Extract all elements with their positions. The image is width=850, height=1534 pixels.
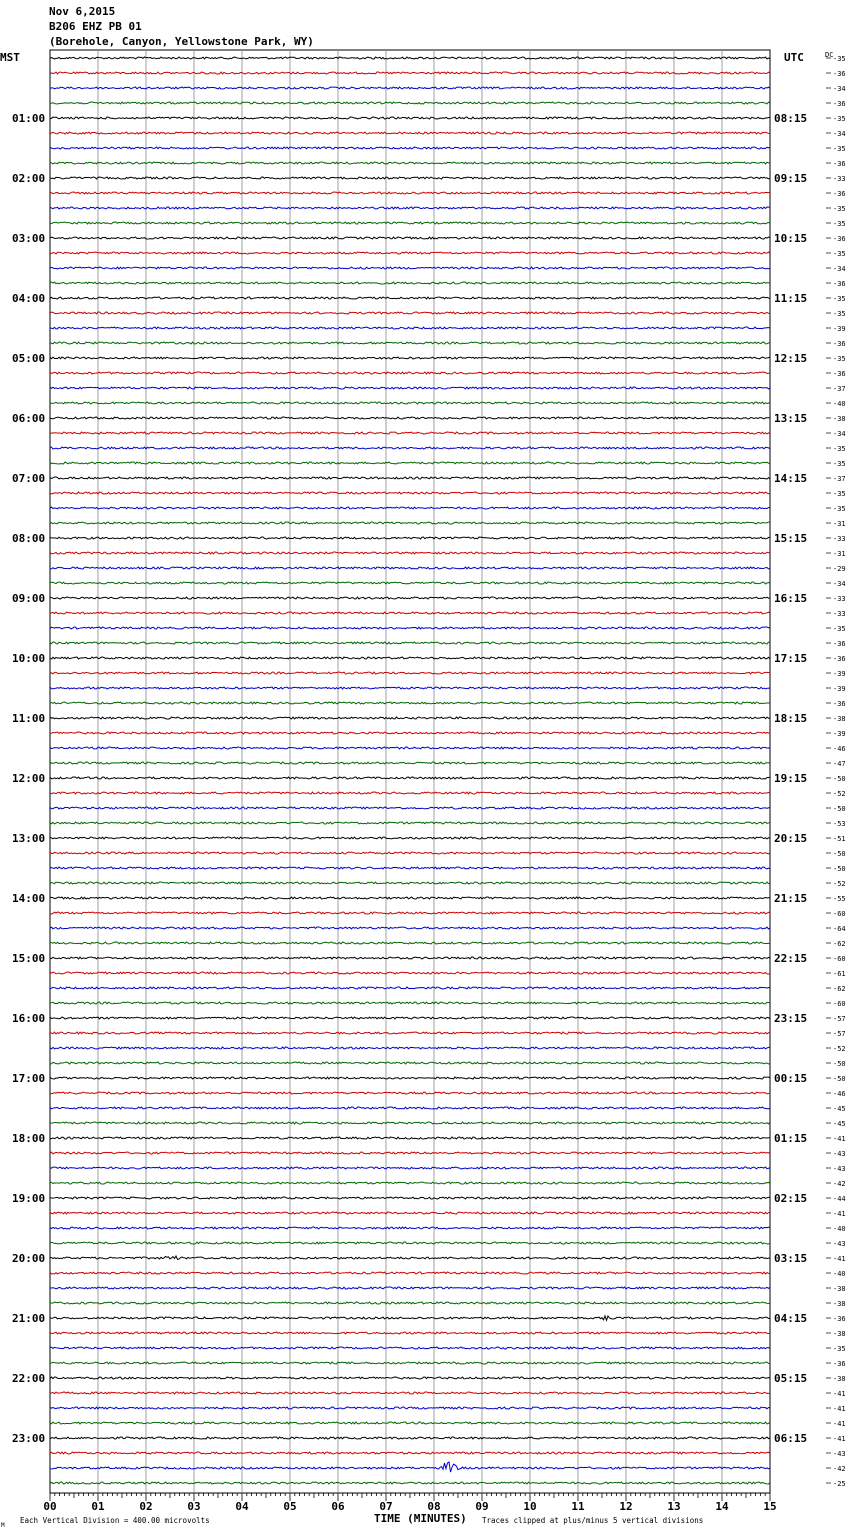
left-hour-label: 17:00 <box>12 1072 46 1085</box>
x-tick-label: 03 <box>187 1500 201 1513</box>
dc-offset-label: -42 <box>833 1180 846 1188</box>
x-tick-label: 05 <box>283 1500 297 1513</box>
right-hour-label: 04:15 <box>774 1312 808 1325</box>
seismic-trace <box>50 282 770 284</box>
seismic-trace <box>50 207 770 209</box>
dc-offset-label: -57 <box>833 1015 846 1023</box>
seismic-trace <box>50 927 770 929</box>
right-timezone-label: UTC <box>784 51 804 64</box>
dc-offset-label: -50 <box>833 775 846 783</box>
x-tick-label: 11 <box>571 1500 585 1513</box>
seismic-trace <box>50 432 770 434</box>
right-hour-label: 16:15 <box>774 592 808 605</box>
seismic-trace <box>50 1482 770 1484</box>
seismic-trace <box>50 1107 770 1109</box>
seismic-trace <box>50 597 770 599</box>
dc-offset-label: -36 <box>833 190 846 198</box>
seismic-trace <box>50 327 770 329</box>
dc-offset-label: -43 <box>833 1240 846 1248</box>
left-hour-label: 22:00 <box>12 1372 46 1385</box>
right-hour-label: 08:15 <box>774 112 808 125</box>
seismic-trace <box>50 1167 770 1169</box>
dc-offset-label: -35 <box>833 490 846 498</box>
right-hour-label: 19:15 <box>774 772 808 785</box>
dc-offset-label: -50 <box>833 1060 846 1068</box>
seismic-trace <box>50 1017 770 1019</box>
dc-offset-label: -36 <box>833 1360 846 1368</box>
dc-offset-label: -36 <box>833 1315 846 1323</box>
dc-offset-label: -35 <box>833 250 846 258</box>
dc-offset-label: -36 <box>833 280 846 288</box>
right-hour-label: 02:15 <box>774 1192 808 1205</box>
x-tick-label: 02 <box>139 1500 153 1513</box>
dc-offset-label: -35 <box>833 145 846 153</box>
dc-offset-label: -41 <box>833 1405 846 1413</box>
seismic-trace <box>50 1256 770 1259</box>
seismic-trace <box>50 297 770 299</box>
dc-offset-label: -38 <box>833 715 846 723</box>
dc-offset-label: -35 <box>833 220 846 228</box>
x-tick-label: 10 <box>523 1500 537 1513</box>
seismic-trace <box>50 222 770 224</box>
seismic-trace <box>50 1242 770 1244</box>
dc-offset-label: -38 <box>833 1375 846 1383</box>
x-tick-label: 06 <box>331 1500 345 1513</box>
dc-offset-label: -34 <box>833 430 846 438</box>
right-hour-label: 13:15 <box>774 412 808 425</box>
seismic-trace <box>50 1137 770 1139</box>
seismic-trace <box>50 357 770 359</box>
right-hour-label: 00:15 <box>774 1072 808 1085</box>
seismic-trace <box>50 867 770 869</box>
dc-offset-label: -35 <box>833 310 846 318</box>
dc-offset-label: -52 <box>833 790 846 798</box>
dc-offset-label: -35 <box>833 505 846 513</box>
dc-offset-label: -33 <box>833 175 846 183</box>
seismic-trace <box>50 447 770 449</box>
seismic-trace <box>50 1152 770 1154</box>
seismic-trace <box>50 582 770 584</box>
dc-offset-label: -38 <box>833 1285 846 1293</box>
dc-offset-label: -34 <box>833 85 846 93</box>
dc-offset-label: -35 <box>833 625 846 633</box>
x-tick-label: 08 <box>427 1500 441 1513</box>
right-hour-label: 20:15 <box>774 832 808 845</box>
dc-offset-label: -29 <box>833 565 846 573</box>
chart-date: Nov 6,2015 <box>49 5 116 18</box>
dc-offset-label: -33 <box>833 610 846 618</box>
dc-offset-label: -36 <box>833 370 846 378</box>
right-hour-label: 15:15 <box>774 532 808 545</box>
dc-offset-label: -46 <box>833 1090 846 1098</box>
seismic-trace <box>50 702 770 704</box>
dc-offset-label: -40 <box>833 1225 846 1233</box>
seismic-trace <box>50 657 770 659</box>
seismic-trace <box>50 237 770 239</box>
dc-offset-label: -50 <box>833 1075 846 1083</box>
seismic-trace <box>50 912 770 914</box>
dc-offset-label: -36 <box>833 235 846 243</box>
seismic-trace <box>50 672 770 674</box>
right-hour-label: 10:15 <box>774 232 808 245</box>
dc-offset-label: -64 <box>833 925 846 933</box>
dc-offset-label: -38 <box>833 415 846 423</box>
seismic-trace <box>50 957 770 959</box>
seismic-trace <box>50 987 770 989</box>
dc-offset-label: -38 <box>833 1330 846 1338</box>
dc-offset-label: -38 <box>833 1300 846 1308</box>
dc-offset-label: -36 <box>833 160 846 168</box>
seismic-trace <box>50 942 770 944</box>
dc-offset-label: -36 <box>833 100 846 108</box>
dc-offset-label: -57 <box>833 1030 846 1038</box>
right-hour-label: 17:15 <box>774 652 808 665</box>
seismic-trace <box>50 1182 770 1184</box>
seismic-trace <box>50 1032 770 1034</box>
seismic-trace <box>50 1092 770 1094</box>
right-hour-label: 09:15 <box>774 172 808 185</box>
station-code: B206 EHZ PB 01 <box>49 20 142 33</box>
left-hour-label: 09:00 <box>12 592 46 605</box>
dc-offset-label: -55 <box>833 895 846 903</box>
seismic-trace <box>50 132 770 134</box>
seismic-trace <box>50 882 770 884</box>
dc-offset-label: -34 <box>833 130 846 138</box>
dc-offset-label: -51 <box>833 835 846 843</box>
dc-offset-label: -50 <box>833 850 846 858</box>
x-tick-label: 01 <box>91 1500 105 1513</box>
right-hour-label: 18:15 <box>774 712 808 725</box>
dc-offset-label: -62 <box>833 940 846 948</box>
dc-offset-label: -41 <box>833 1390 846 1398</box>
dc-offset-label: -25 <box>833 1480 846 1488</box>
dc-offset-label: -35 <box>833 55 846 63</box>
dc-offset-label: -34 <box>833 265 846 273</box>
seismic-trace <box>50 1452 770 1454</box>
seismic-trace <box>50 507 770 509</box>
seismic-trace <box>50 1422 770 1424</box>
left-hour-label: 16:00 <box>12 1012 46 1025</box>
left-hour-label: 08:00 <box>12 532 46 545</box>
seismic-trace <box>50 1272 770 1274</box>
seismic-trace <box>50 792 770 794</box>
x-tick-label: 07 <box>379 1500 393 1513</box>
seismic-trace <box>50 462 770 464</box>
dc-offset-label: -60 <box>833 955 846 963</box>
seismic-trace <box>50 1197 770 1199</box>
dc-offset-label: -43 <box>833 1165 846 1173</box>
dc-offset-label: -42 <box>833 1465 846 1473</box>
dc-offset-label: -36 <box>833 70 846 78</box>
dc-offset-label: -47 <box>833 760 846 768</box>
seismic-trace <box>50 972 770 974</box>
seismic-trace <box>50 192 770 194</box>
dc-offset-label: -34 <box>833 580 846 588</box>
right-hour-label: 21:15 <box>774 892 808 905</box>
dc-offset-label: -33 <box>833 595 846 603</box>
seismic-trace <box>50 567 770 569</box>
dc-offset-label: -40 <box>833 1270 846 1278</box>
seismic-trace <box>50 1287 770 1289</box>
left-hour-label: 12:00 <box>12 772 46 785</box>
seismic-trace <box>50 717 770 719</box>
seismic-trace <box>50 897 770 899</box>
dc-offset-label: -35 <box>833 1345 846 1353</box>
seismic-trace <box>50 852 770 854</box>
seismic-trace <box>50 537 770 539</box>
seismic-trace <box>50 72 770 74</box>
seismic-trace <box>50 552 770 554</box>
left-hour-label: 14:00 <box>12 892 46 905</box>
dc-offset-label: -35 <box>833 445 846 453</box>
seismic-trace <box>50 1347 770 1349</box>
left-hour-label: 18:00 <box>12 1132 46 1145</box>
seismic-trace <box>50 402 770 404</box>
dc-offset-label: -33 <box>833 535 846 543</box>
dc-offset-label: -35 <box>833 115 846 123</box>
seismic-trace <box>50 477 770 479</box>
dc-offset-label: -53 <box>833 820 846 828</box>
seismic-trace <box>50 372 770 374</box>
right-hour-label: 01:15 <box>774 1132 808 1145</box>
seismic-trace <box>50 762 770 764</box>
left-hour-label: 19:00 <box>12 1192 46 1205</box>
dc-offset-label: -43 <box>833 1450 846 1458</box>
seismic-trace <box>50 1332 770 1334</box>
x-tick-label: 15 <box>763 1500 777 1513</box>
seismic-trace <box>50 732 770 734</box>
dc-offset-label: -37 <box>833 385 846 393</box>
dc-offset-label: -39 <box>833 670 846 678</box>
seismic-trace <box>50 1227 770 1229</box>
right-hour-label: 03:15 <box>774 1252 808 1265</box>
seismic-trace <box>50 522 770 524</box>
seismic-trace <box>50 1002 770 1004</box>
seismic-trace <box>50 1077 770 1079</box>
seismic-trace <box>50 1047 770 1049</box>
left-hour-label: 21:00 <box>12 1312 46 1325</box>
left-hour-label: 03:00 <box>12 232 46 245</box>
axis-labels <box>12 55 846 1513</box>
dc-offset-label: -31 <box>833 520 846 528</box>
right-hour-label: 22:15 <box>774 952 808 965</box>
dc-offset-label: -52 <box>833 880 846 888</box>
dc-offset-label: -62 <box>833 985 846 993</box>
x-tick-label: 04 <box>235 1500 249 1513</box>
seismic-trace <box>50 1122 770 1124</box>
dc-offset-label: -35 <box>833 355 846 363</box>
right-hour-label: 12:15 <box>774 352 808 365</box>
station-location: (Borehole, Canyon, Yellowstone Park, WY) <box>49 35 314 48</box>
seismic-trace <box>50 807 770 809</box>
dc-offset-label: -43 <box>833 1150 846 1158</box>
x-tick-label: 13 <box>667 1500 681 1513</box>
x-tick-label: 09 <box>475 1500 489 1513</box>
dc-offset-label: -41 <box>833 1435 846 1443</box>
dc-offset-label: -50 <box>833 865 846 873</box>
seismic-trace <box>50 1392 770 1394</box>
dc-offset-label: -60 <box>833 910 846 918</box>
right-hour-label: 05:15 <box>774 1372 808 1385</box>
seismic-trace <box>50 312 770 314</box>
left-hour-label: 11:00 <box>12 712 46 725</box>
seismic-trace <box>50 777 770 779</box>
seismic-trace <box>50 1062 770 1064</box>
dc-offset-label: -31 <box>833 550 846 558</box>
seismic-trace <box>50 102 770 104</box>
seismic-trace <box>50 1212 770 1214</box>
left-hour-label: 15:00 <box>12 952 46 965</box>
x-tick-label: 00 <box>43 1500 57 1513</box>
seismic-trace <box>50 252 770 254</box>
left-hour-label: 20:00 <box>12 1252 46 1265</box>
seismic-trace <box>50 1316 770 1320</box>
seismic-trace <box>50 1362 770 1364</box>
left-hour-label: 23:00 <box>12 1432 46 1445</box>
seismic-trace <box>50 822 770 824</box>
scale-note: Each Vertical Division = 400.00 microvolts <box>20 1516 210 1525</box>
seismic-trace <box>50 1377 770 1379</box>
seismic-trace <box>50 1407 770 1409</box>
left-hour-label: 02:00 <box>12 172 46 185</box>
dc-offset-label: -45 <box>833 1120 846 1128</box>
left-hour-label: 13:00 <box>12 832 46 845</box>
dc-offset-label: -40 <box>833 400 846 408</box>
seismic-trace <box>50 492 770 494</box>
seismic-trace <box>50 342 770 344</box>
left-hour-label: 06:00 <box>12 412 46 425</box>
dc-offset-label: -44 <box>833 1195 846 1203</box>
dc-offset-label: -41 <box>833 1210 846 1218</box>
seismic-trace <box>50 747 770 749</box>
dc-offset-label: -61 <box>833 970 846 978</box>
seismic-trace <box>50 837 770 839</box>
seismic-trace <box>50 627 770 629</box>
seismic-trace <box>50 687 770 689</box>
dc-offset-label: -41 <box>833 1135 846 1143</box>
left-hour-label: 05:00 <box>12 352 46 365</box>
dc-offset-label: -52 <box>833 1045 846 1053</box>
left-hour-label: 01:00 <box>12 112 46 125</box>
dc-offset-label: -39 <box>833 685 846 693</box>
left-hour-label: 10:00 <box>12 652 46 665</box>
dc-offset-label: -37 <box>833 475 846 483</box>
seismic-trace <box>50 267 770 269</box>
seismic-trace <box>50 162 770 164</box>
dc-label: DC <box>825 51 834 59</box>
seismic-trace <box>50 57 770 59</box>
right-hour-label: 06:15 <box>774 1432 808 1445</box>
seismic-trace <box>50 417 770 419</box>
dc-offset-label: -39 <box>833 730 846 738</box>
x-tick-label: 14 <box>715 1500 729 1513</box>
dc-offset-label: -35 <box>833 295 846 303</box>
seismic-trace <box>50 612 770 614</box>
left-timezone-label: MST <box>0 51 20 64</box>
dc-offset-label: -45 <box>833 1105 846 1113</box>
seismic-trace <box>50 1462 770 1472</box>
seismic-trace <box>50 117 770 119</box>
left-hour-label: 07:00 <box>12 472 46 485</box>
seismic-trace <box>50 1302 770 1304</box>
clip-note: Traces clipped at plus/minus 5 vertical divisions <box>482 1516 704 1525</box>
dc-offset-label: -35 <box>833 460 846 468</box>
dc-offset-label: -41 <box>833 1255 846 1263</box>
right-hour-label: 14:15 <box>774 472 808 485</box>
seismic-trace <box>50 177 770 179</box>
seismic-trace <box>50 87 770 89</box>
corner-mark: M <box>1 1522 5 1529</box>
seismic-traces <box>50 57 770 1484</box>
seismic-trace <box>50 1437 770 1439</box>
dc-offset-label: -36 <box>833 340 846 348</box>
dc-offset-label: -35 <box>833 205 846 213</box>
dc-offset-label: -60 <box>833 1000 846 1008</box>
left-hour-label: 04:00 <box>12 292 46 305</box>
right-hour-label: 23:15 <box>774 1012 808 1025</box>
seismic-trace <box>50 387 770 389</box>
dc-offset-label: -39 <box>833 325 846 333</box>
seismic-trace <box>50 147 770 149</box>
dc-offset-label: -36 <box>833 655 846 663</box>
dc-offset-label: -36 <box>833 700 846 708</box>
dc-offset-label: -41 <box>833 1420 846 1428</box>
dc-offset-label: -46 <box>833 745 846 753</box>
seismic-trace <box>50 642 770 644</box>
x-tick-label: 12 <box>619 1500 633 1513</box>
dc-offset-label: -50 <box>833 805 846 813</box>
right-hour-label: 11:15 <box>774 292 808 305</box>
x-axis-title: TIME (MINUTES) <box>374 1512 467 1525</box>
dc-offset-label: -36 <box>833 640 846 648</box>
